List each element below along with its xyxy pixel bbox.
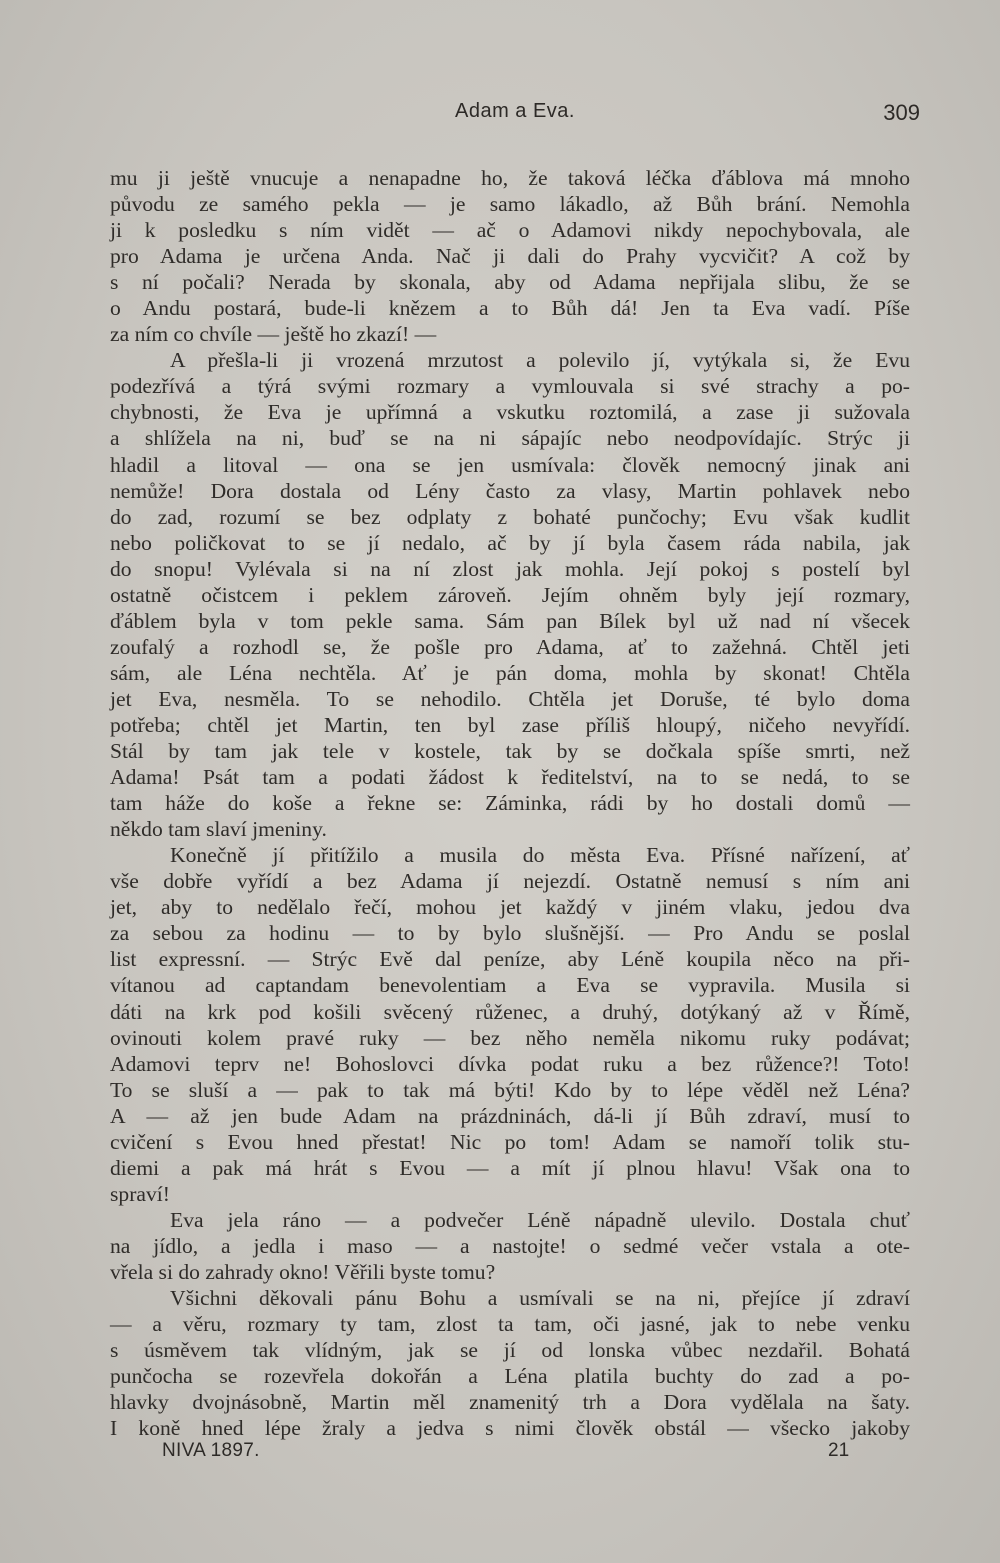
text-line: a shlížela na ni, buď se na ni sápajíc nebo neodpovídajíc. Strýc ji <box>110 426 910 451</box>
text-line: zoufalý a rozhodl se, že pošle pro Adama, ať to zažehná. Chtěl jeti <box>110 634 910 659</box>
text-line: I koně hned lépe žraly a jedva s nimi člověk obstál — všecko jakoby <box>110 1416 910 1441</box>
text-line: ji k posledku s ním vidět — ač o Adamovi nikdy nepochybovala, ale <box>110 218 910 243</box>
text-line: nebo poličkovat to se jí nedalo, ač by jí byla časem ráda nabila, jak <box>110 530 910 555</box>
text-line: na jídlo, a jedla i maso — a nastojte! o sedmé večer vstala a ote- <box>110 1233 910 1258</box>
text-line: tam háže do koše a řekne se: Záminka, rádi by ho dostali domů — <box>110 791 910 816</box>
text-line: Adamovi teprv ne! Bohoslovci dívka podat ruku a bez růžence?! Toto! <box>110 1051 910 1076</box>
text-line: potřeba; chtěl jet Martin, ten byl zase příliš hloupý, ničeho nevyřídí. <box>110 712 910 737</box>
printer-signature: NIVA 1897. <box>162 1440 260 1461</box>
text-line: ďáblem byla v tom pekle sama. Sám pan Bílek byl už nad ní všecek <box>110 608 910 633</box>
text-line: vítanou ad captandam benevolentiam a Eva se vypravila. Musila si <box>110 973 910 998</box>
text-line: ostatně očistcem i peklem zároveň. Jejím ohněm byly její rozmary, <box>110 582 910 607</box>
text-line: podezřívá a týrá svými rozmary a vymlouvala si své strachy a po- <box>110 374 910 399</box>
text-line: To se sluší a — pak to tak má býti! Kdo by to lépe věděl než Léna? <box>110 1077 910 1102</box>
text-line: do snopu! Vylévala si na ní zlost jak mohla. Její pokoj s postelí byl <box>110 556 910 581</box>
text-line: cvičení s Evou hned přestat! Nic po tom! Adam se namoří tolik stu- <box>110 1129 910 1154</box>
text-line: Stál by tam jak tele v kostele, tak by se dočkala spíše smrti, než <box>110 739 910 764</box>
text-line: spraví! <box>110 1181 170 1206</box>
text-line: A — až jen bude Adam na prázdninách, dá-li jí Bůh zdraví, musí to <box>110 1103 910 1128</box>
text-line: do zad, rozumí se bez odplaty z bohaté punčochy; Evu však kudlit <box>110 504 910 529</box>
text-line: — a věru, rozmary ty tam, zlost ta tam, oči jasné, jak to nebe venku <box>110 1312 910 1337</box>
text-line: s ní počali? Nerada by skonala, aby od Adama nepřijala slibu, že se <box>110 270 910 295</box>
text-line: A přešla-li ji vrozená mrzutost a polevilo jí, vytýkala si, že Evu <box>170 348 910 373</box>
text-line: punčocha se rozevřela dokořán a Léna platila buchty do zad a po- <box>110 1364 910 1389</box>
text-line: s úsměvem tak vlídným, jak se jí od lonska vůbec nezdařil. Bohatá <box>110 1338 910 1363</box>
text-line: nemůže! Dora dostala od Lény často za vlasy, Martin pohlavek nebo <box>110 478 910 503</box>
text-line: Konečně jí přitížilo a musila do města Eva. Přísné nařízení, ať <box>170 843 910 868</box>
text-line: dáti na krk pod košili svěcený růženec, a druhý, dotýkaný až v Římě, <box>110 999 910 1024</box>
text-line: vřela si do zahrady okno! Věřili byste tomu? <box>110 1259 496 1284</box>
page-number: 309 <box>883 100 920 125</box>
sheet-signature: 21 <box>828 1440 850 1461</box>
text-line: diemi a pak má hrát s Evou — a mít jí plnou hlavu! Však ona to <box>110 1155 910 1180</box>
text-line: hladil a litoval — ona se jen usmívala: člověk nemocný jinak ani <box>110 452 910 477</box>
text-line: vše dobře vyřídí a bez Adama jí nejezdí. Ostatně nemusí s ním ani <box>110 869 910 894</box>
text-line: původu ze samého pekla — je samo lákadlo, až Bůh brání. Nemohla <box>110 192 910 217</box>
body-text <box>110 165 910 1441</box>
text-line: někdo tam slaví jmeniny. <box>110 817 327 842</box>
text-line: mu ji ještě vnucuje a nenapadne ho, že taková léčka ďáblova má mnoho <box>110 166 910 190</box>
text-line: Všichni děkovali pánu Bohu a usmívali se na ni, přejíce jí zdraví <box>170 1286 910 1311</box>
text-line: Eva jela ráno — a podvečer Léně nápadně ulevilo. Dostala chuť <box>170 1207 910 1232</box>
page-footer <box>110 1440 910 1472</box>
text-line: chybnosti, že Eva je upřímná a vskutku roztomilá, a zase ji sužovala <box>110 400 910 425</box>
text-line: pro Adama je určena Anda. Nač ji dali do Prahy vycvičit? A což by <box>110 244 910 269</box>
text-line: Adama! Psát tam a podati žádost k ředitelství, na to se nedá, to se <box>110 765 910 790</box>
text-line: sám, ale Léna nechtěla. Ať je pán doma, mohla by skonat! Chtěla <box>110 660 910 685</box>
text-line: za sebou za hodinu — to by bylo slušnější. — Pro Andu se poslal <box>110 921 910 946</box>
running-head <box>110 100 920 136</box>
text-line: o Andu postará, bude-li knězem a to Bůh dá! Jen ta Eva vadí. Píše <box>110 296 910 321</box>
text-line: hlavky dvojnásobně, Martin měl znamenitý trh a Dora vydělala na šaty. <box>110 1390 910 1415</box>
text-line: list expressní. — Strýc Evě dal peníze, aby Léně koupila něco na při- <box>110 947 910 972</box>
text-line: za ním co chvíle — ještě ho zkazí! — <box>110 322 437 347</box>
text-line: jet Eva, nesměla. To se nehodilo. Chtěla jet Doruše, té bylo doma <box>110 686 910 711</box>
text-line: ovinouti kolem pravé ruky — bez něho neměla nikomu ruky podávat; <box>110 1025 910 1050</box>
running-title: Adam a Eva. <box>454 100 575 122</box>
text-line: jet, aby to nedělalo řečí, mohou jet každý v jiném vlaku, jedou dva <box>110 895 910 920</box>
